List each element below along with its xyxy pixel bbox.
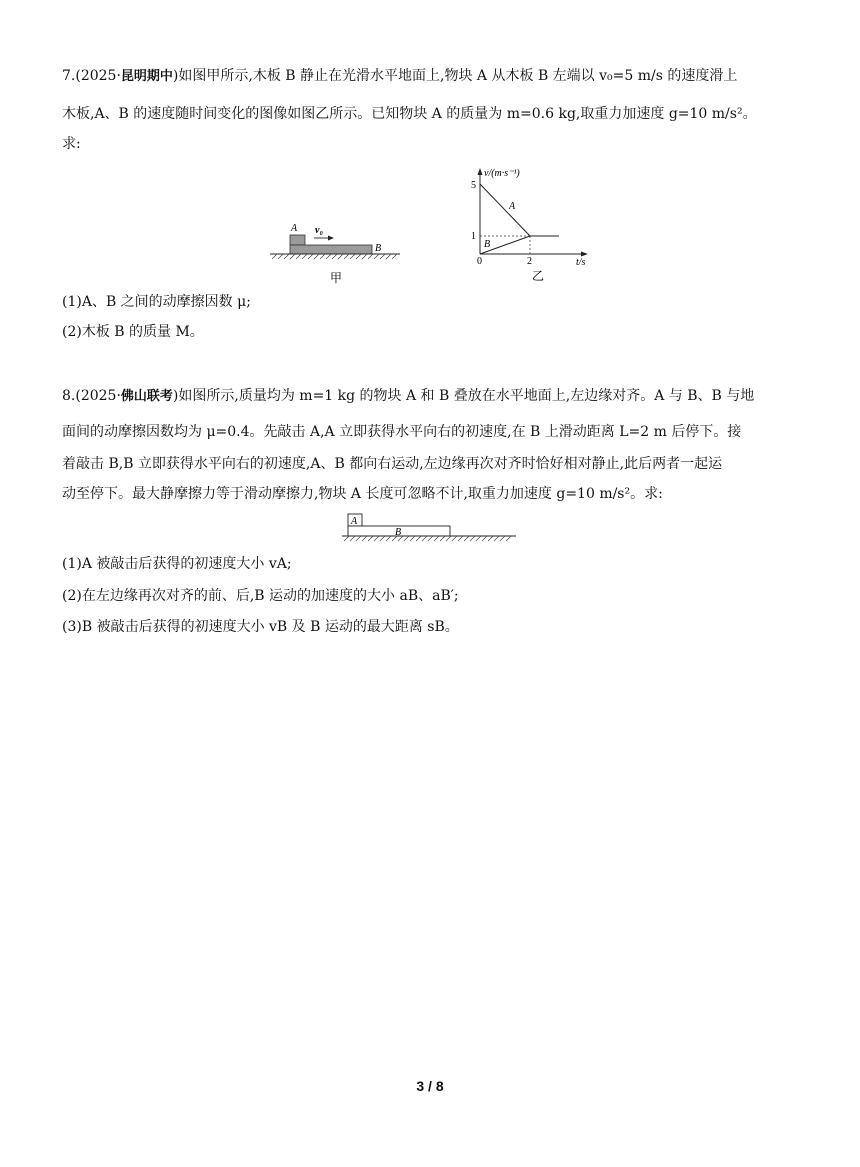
q7-figure-yi: [466, 164, 596, 284]
jia-label-b: B: [375, 243, 382, 254]
line-a: [480, 184, 530, 236]
q8-source: 佛山联考: [120, 389, 173, 404]
yi-x-label: t/s: [576, 257, 586, 268]
jia-caption: 甲: [330, 271, 343, 285]
q7-stem-2: 木板,A、B 的速度随时间变化的图像如图乙所示。已知物块 A 的质量为 m=0.6 kg,取重力加速度 g=10 m/s²。: [62, 106, 757, 122]
q7-line1: [62, 66, 737, 87]
q8-stem-3: 着敲击 B,B 立即获得水平向右的初速度,A、B 都向右运动,左边缘再次对齐时恰好相对静止,此后两者一起运: [62, 456, 723, 472]
q8-close-paren: ): [172, 388, 179, 404]
page-number: 3 / 8: [416, 1078, 444, 1094]
q7-sub2: (2)木板 B 的质量 M。: [62, 324, 204, 340]
block-a: [290, 235, 305, 245]
yi-origin: 0: [477, 256, 482, 267]
q7-stem-3: 求:: [62, 136, 81, 152]
q8-label-a: A: [351, 516, 358, 527]
q8-sub1: (1)A 被敲击后获得的初速度大小 vA;: [62, 556, 292, 572]
q8-figure: [340, 512, 520, 544]
q7-number: 7.(2025·: [62, 68, 121, 84]
board-b: [290, 245, 372, 254]
yi-y-label: v/(m·s⁻¹): [484, 168, 520, 179]
q8-sub3: (3)B 被敲击后获得的初速度大小 vB 及 B 运动的最大距离 sB。: [62, 619, 459, 635]
q7-stem-1: 如图甲所示,木板 B 静止在光滑水平地面上,物块 A 从木板 B 左端以 v₀=5 m/s 的速度滑上: [178, 68, 738, 84]
yi-tick-1: 1: [471, 231, 476, 242]
q8-sub2: (2)在左边缘再次对齐的前、后,B 运动的加速度的大小 aB、aB′;: [62, 588, 459, 604]
yi-tick-2: 2: [527, 256, 532, 267]
q7-sub1: (1)A、B 之间的动摩擦因数 μ;: [62, 294, 251, 310]
q7-close-paren: ): [172, 68, 179, 84]
q8-stem-2: 面间的动摩擦因数均为 μ=0.4。先敲击 A,A 立即获得水平向右的初速度,在 B 上滑动距离 L=2 m 后停下。接: [62, 424, 742, 440]
yi-line-a-label: A: [509, 201, 516, 212]
q8-number: 8.(2025·: [62, 388, 121, 404]
q7-figure-jia: [268, 218, 408, 286]
yi-tick-5: 5: [471, 180, 476, 191]
yi-caption: 乙: [532, 269, 545, 283]
yi-line-b-label: B: [484, 239, 491, 250]
q7-source: 昆明期中: [120, 69, 173, 84]
q8-stem-4: 动至停下。最大静摩擦力等于滑动摩擦力,物块 A 长度可忽略不计,取重力加速度 g=10 m/s²。求:: [62, 486, 663, 502]
jia-label-a: A: [291, 223, 298, 234]
jia-label-v0: v₀: [315, 225, 323, 236]
q8-line1: [62, 386, 754, 407]
q8-label-b: B: [395, 527, 402, 538]
q8-stem-1: 如图所示,质量均为 m=1 kg 的物块 A 和 B 叠放在水平地面上,左边缘对齐。A 与 B、B 与地: [178, 388, 755, 404]
